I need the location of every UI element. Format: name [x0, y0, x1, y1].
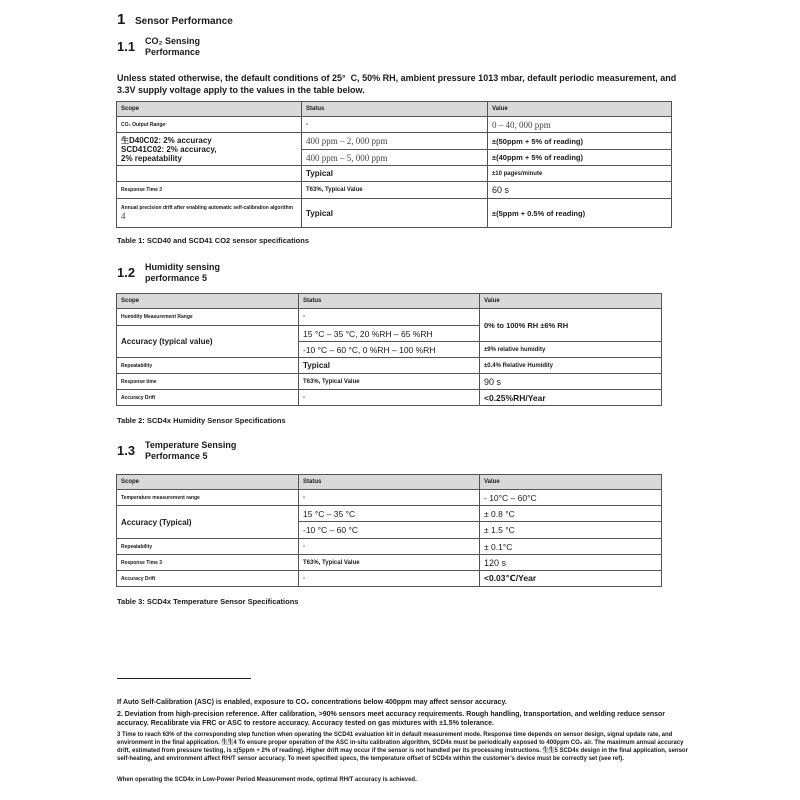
section-number: 1 [117, 11, 126, 28]
header-value: Value [480, 475, 662, 490]
temperature-repeatability-value: ± 0.1°C [480, 539, 662, 555]
humidity-repeatability-value: ±0.4% Relative Humidity [480, 358, 662, 374]
table-row [117, 358, 662, 374]
table-row [117, 571, 662, 587]
co2-repeatability-status: Typical [302, 166, 488, 182]
co2-heading [117, 36, 200, 58]
co2-drift-scope-text: Annual precision drift after enabling automatic self-calibration algorithm [121, 205, 293, 211]
table-row [117, 374, 662, 390]
co2-drift-value: ±(5ppm + 0.5% of reading) [488, 199, 672, 228]
humidity-caption: Table 2: SCD4x Humidity Sensor Specifications [117, 416, 286, 425]
co2-response-value: 60 s [488, 182, 672, 199]
humidity-accuracy-scope: Accuracy (typical value) [117, 326, 299, 358]
humidity-title: Humidity sensing performance 5 [145, 262, 221, 283]
co2-response-scope: Response Time 3 [117, 182, 302, 199]
table-row [117, 182, 672, 199]
humidity-drift-status: - [299, 390, 480, 406]
humidity-repeatability-scope: Repeatability [117, 358, 299, 374]
table-row [117, 555, 662, 571]
humidity-response-status: T63%, Typical Value [299, 374, 480, 390]
section-heading [117, 11, 233, 28]
temperature-accuracy-value-2: ± 1.5 °C [480, 522, 662, 539]
co2-accuracy-value-1: ±(50ppm + 5% of reading) [488, 133, 672, 150]
co2-range-value: 0 – 40, 000 ppm [488, 117, 672, 133]
co2-accuracy-value-2: ±(40ppm + 5% of reading) [488, 150, 672, 166]
temperature-heading [117, 440, 236, 462]
temperature-drift-value: <0.03℃/Year [480, 571, 662, 587]
humidity-range-status: - [299, 309, 480, 326]
humidity-response-scope: Response time [117, 374, 299, 390]
humidity-drift-scope: Accuracy Drift [117, 390, 299, 406]
temperature-repeatability-status: - [299, 539, 480, 555]
temperature-accuracy-status-1: 15 °C – 35 °C [299, 506, 480, 522]
humidity-heading [117, 262, 220, 284]
temperature-drift-status: - [299, 571, 480, 587]
footnote-divider [117, 678, 251, 679]
table-row [117, 490, 662, 506]
footnote-3: 3 Time to reach 63% of the corresponding step function when operating the SCD41 evaluation kit in default measurement mode. Response time depends on sensor design, signal update rate, and environment in the final application. 生生4 To ensure proper operation of the ASC in-situ calibration algorithm, SCD4x must be periodically exposed to 400ppm CO₂ air. The maximum annual accuracy drift, estimated from pressure testing, is ±(5ppm + 2% of reading). Higher drift may occur if the sensor is not handled per its processing instructions. 生生5 SCD4x design in the final application, sensor self-heating, and environment affect RH/T sensor accuracy. To meet specified specs, the temperature offset of SCD4x within the customer’s device must be correctly set (see ref). [117, 732, 688, 762]
table-header-row [117, 102, 672, 117]
table-row [117, 133, 672, 150]
humidity-number: 1.2 [117, 265, 136, 280]
temperature-range-status: - [299, 490, 480, 506]
humidity-repeatability-status: Typical [299, 358, 480, 374]
co2-repeatability-scope [117, 166, 302, 182]
table-row [117, 390, 662, 406]
humidity-accuracy-status-2: -10 °C – 60 °C, 0 %RH – 100 %RH [299, 342, 480, 358]
temperature-range-scope: Temperature measurement range [117, 490, 299, 506]
footnote-4: When operating the SCD4x in Low-Power Period Measurement mode, optimal RH/T accuracy is achieved. [117, 777, 417, 783]
table-header-row [117, 294, 662, 309]
co2-title: CO₂ Sensing Performance [145, 36, 201, 57]
co2-intro: Unless stated otherwise, the default conditions of 25° C, 50% RH, ambient pressure 1013 mbar, default periodic measurement, and 3.3V supply voltage apply to the values in the table below. [117, 73, 677, 95]
temperature-accuracy-scope: Accuracy (Typical) [117, 506, 299, 539]
humidity-response-value: 90 s [480, 374, 662, 390]
header-status: Status [299, 475, 480, 490]
temperature-response-status: T63%, Typical Value [299, 555, 480, 571]
header-value: Value [488, 102, 672, 117]
temperature-number: 1.3 [117, 443, 136, 458]
co2-range-scope: CO₂ Output Range¹ [117, 117, 302, 133]
temperature-accuracy-value-1: ± 0.8 °C [480, 506, 662, 522]
header-status: Status [299, 294, 480, 309]
table-header-row [117, 475, 662, 490]
table-row [117, 166, 672, 182]
co2-repeatability-value: ±10 pages/minute [488, 166, 672, 182]
footnote-2: 2. Deviation from high-precision reference. After calibration, >90% sensors meet accuracy requirements. Rough handling, transportation, and welding reduce sensor accuracy. Recalibrate via FRC or ASC to restore accuracy. Accuracy tested on gas mixtures with ±1.5% tolerance. [117, 711, 666, 727]
co2-accuracy-scope: 生D40C02: 2% accuracy SCD41C02: 2% accuracy, 2% repeatability [117, 133, 302, 166]
co2-accuracy-status-2: 400 ppm – 5, 000 ppm [302, 150, 488, 166]
temperature-table [116, 474, 662, 587]
humidity-accuracy-status-1: 15 °C – 35 °C, 20 %RH – 65 %RH [299, 326, 480, 342]
temperature-response-value: 120 s [480, 555, 662, 571]
table-row [117, 117, 672, 133]
co2-drift-scope [117, 199, 302, 228]
humidity-accuracy-value-2: ±9% relative humidity [480, 342, 662, 358]
co2-drift-status: Typical [302, 199, 488, 228]
co2-table [116, 101, 672, 228]
header-scope: Scope [117, 294, 299, 309]
temperature-repeatability-scope: Repeatability [117, 539, 299, 555]
temperature-range-value: - 10°C – 60°C [480, 490, 662, 506]
co2-caption: Table 1: SCD40 and SCD41 CO2 sensor specifications [117, 236, 310, 245]
humidity-range-value: 0% to 100% RH ±6% RH [480, 309, 662, 342]
co2-accuracy-status-1: 400 ppm – 2, 000 ppm [302, 133, 488, 150]
humidity-table [116, 293, 662, 406]
co2-drift-scope-num: 4 [121, 211, 126, 221]
table-row [117, 309, 662, 326]
temperature-title: Temperature Sensing Performance 5 [145, 440, 237, 461]
table-row [117, 506, 662, 522]
co2-response-status: T63%, Typical Value [302, 182, 488, 199]
temperature-drift-scope: Accuracy Drift [117, 571, 299, 587]
footnote-1: If Auto Self-Calibration (ASC) is enabled, exposure to CO₂ concentrations below 400ppm may affect sensor accuracy. [117, 699, 507, 706]
table-row [117, 539, 662, 555]
humidity-range-scope: Humidity Measurement Range [117, 309, 299, 326]
temperature-response-scope: Response Time 3 [117, 555, 299, 571]
temperature-caption: Table 3: SCD4x Temperature Sensor Specifications [117, 597, 299, 606]
header-value: Value [480, 294, 662, 309]
header-scope: Scope [117, 475, 299, 490]
co2-number: 1.1 [117, 39, 136, 54]
header-status: Status [302, 102, 488, 117]
header-scope: Scope [117, 102, 302, 117]
table-row [117, 199, 672, 228]
section-title: Sensor Performance [135, 16, 233, 27]
humidity-drift-value: <0.25%RH/Year [480, 390, 662, 406]
co2-range-status: - [302, 117, 488, 133]
temperature-accuracy-status-2: -10 °C – 60 °C [299, 522, 480, 539]
